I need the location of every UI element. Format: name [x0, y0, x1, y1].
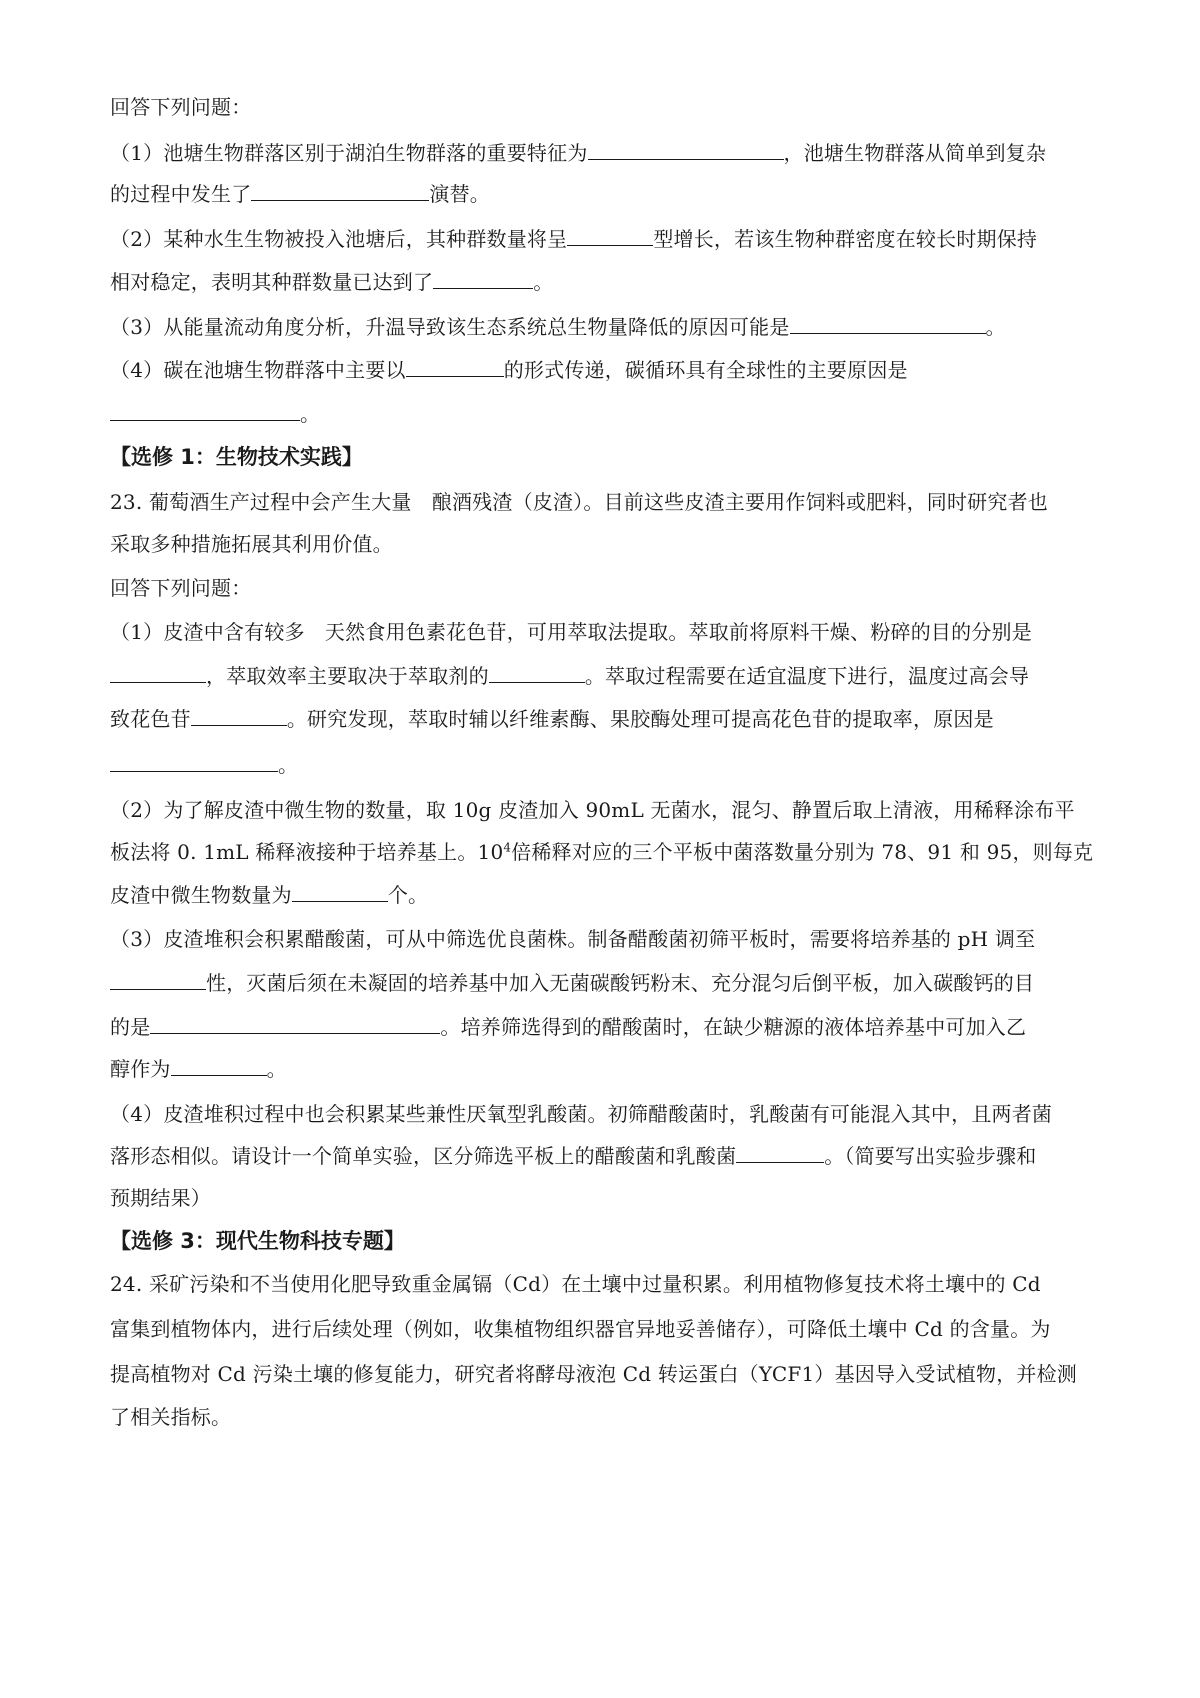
- text-line: 致花色苷 。研究发现，萃取时辅以纤维素酶、果胶酶处理可提高花色苷的提取率，原因是: [110, 707, 994, 731]
- question-22-4: （4）碳在池塘生物群落中主要以 的形式传递，碳循环具有全球性的主要原因是: [110, 358, 908, 382]
- text-line: 落形态相似。请设计一个简单实验，区分筛选平板上的醋酸菌和乳酸菌 。（简要写出实验步骤和: [110, 1144, 1037, 1168]
- text-line: 板法将 0. 1mL 稀释液接种于培养基上。$10^4$倍稀释对应的三个平板中菌落数量分别为 78、91 和 95，则每克: [110, 840, 1094, 864]
- answer-blank[interactable]: [191, 705, 287, 726]
- answer-blank[interactable]: [150, 1013, 440, 1034]
- answer-blank[interactable]: [588, 139, 784, 160]
- answer-blank[interactable]: [110, 400, 300, 421]
- text-line: 采取多种措施拓展其利用价值。: [110, 532, 393, 556]
- question-23-2: （2）为了解皮渣中微生物的数量，取 10g 皮渣加入 90mL 无菌水，混匀、静置后取上清液，用稀释涂布平: [110, 798, 1075, 822]
- question-24: 24. 采矿污染和不当使用化肥导致重金属镉（Cd）在土壤中过量积累。利用植物修复技术将土壤中的 Cd: [110, 1272, 1041, 1296]
- text-line: 回答下列问题：: [110, 95, 252, 119]
- text-line: 皮渣中微生物数量为 个。: [110, 883, 429, 907]
- text-line: 预期结果）: [110, 1186, 211, 1210]
- question-22-1: （1）池塘生物群落区别于湖泊生物群落的重要特征为 ，池塘生物群落从简单到复杂: [110, 141, 1047, 165]
- text-line: 。: [110, 400, 320, 428]
- section-heading: 【选修 3：现代生物科技专题】: [110, 1229, 405, 1253]
- answer-blank[interactable]: [110, 751, 278, 772]
- answer-blank[interactable]: [433, 268, 533, 289]
- answer-blank[interactable]: [406, 356, 504, 377]
- text-line: 的是 。培养筛选得到的醋酸菌时，在缺少糖源的液体培养基中可加入乙: [110, 1015, 1027, 1039]
- text-line: 了相关指标。: [110, 1405, 232, 1429]
- question-23-1: （1）皮渣中含有较多 天然食用色素花色苷，可用萃取法提取。萃取前将原料干燥、粉碎的目的分别是: [110, 620, 1032, 644]
- question-23-3: （3）皮渣堆积会积累醋酸菌，可从中筛选优良菌株。制备醋酸菌初筛平板时，需要将培养基的 pH 调至: [110, 927, 1036, 951]
- text-line: 提高植物对 Cd 污染土壤的修复能力，研究者将酵母液泡 Cd 转运蛋白（YCF1）基因导入受试植物，并检测: [110, 1362, 1077, 1386]
- text-line: 回答下列问题：: [110, 576, 252, 600]
- answer-blank[interactable]: [567, 225, 653, 246]
- answer-blank[interactable]: [489, 662, 585, 683]
- question-22-3: （3）从能量流动角度分析，升温导致该生态系统总生物量降低的原因可能是 。: [110, 315, 1006, 339]
- answer-blank[interactable]: [790, 313, 986, 334]
- text-line: 。: [110, 751, 298, 779]
- answer-blank[interactable]: [110, 662, 206, 683]
- text-line: 富集到植物体内，进行后续处理（例如，收集植物组织器官异地妥善储存），可降低土壤中 Cd 的含量。为: [110, 1317, 1051, 1341]
- answer-blank[interactable]: [171, 1055, 267, 1076]
- question-23-4: （4）皮渣堆积过程中也会积累某些兼性厌氧型乳酸菌。初筛醋酸菌时，乳酸菌有可能混入其中，且两者菌: [110, 1102, 1053, 1126]
- answer-blank[interactable]: [251, 180, 429, 201]
- answer-blank[interactable]: [292, 881, 388, 902]
- text-line: ，萃取效率主要取决于萃取剂的 。萃取过程需要在适宜温度下进行，温度过高会导: [110, 662, 1029, 690]
- text-line: 性，灭菌后须在未凝固的培养基中加入无菌碳酸钙粉末、充分混匀后倒平板，加入碳酸钙的目: [110, 969, 1034, 997]
- question-22-2: （2）某种水生生物被投入池塘后，其种群数量将呈 型增长，若该生物种群密度在较长时期保持: [110, 227, 1038, 251]
- answer-blank[interactable]: [736, 1142, 824, 1163]
- question-23: 23. 葡萄酒生产过程中会产生大量 酿酒残渣（皮渣）。目前这些皮渣主要用作饲料或肥料，同时研究者也: [110, 490, 1048, 514]
- answer-blank[interactable]: [110, 969, 206, 990]
- text-line: 相对稳定，表明其种群数量已达到了 。: [110, 270, 554, 294]
- section-heading: 【选修 1：生物技术实践】: [110, 445, 363, 469]
- text-line: 的过程中发生了 演替。: [110, 182, 491, 206]
- text-line: 醇作为 。: [110, 1057, 287, 1081]
